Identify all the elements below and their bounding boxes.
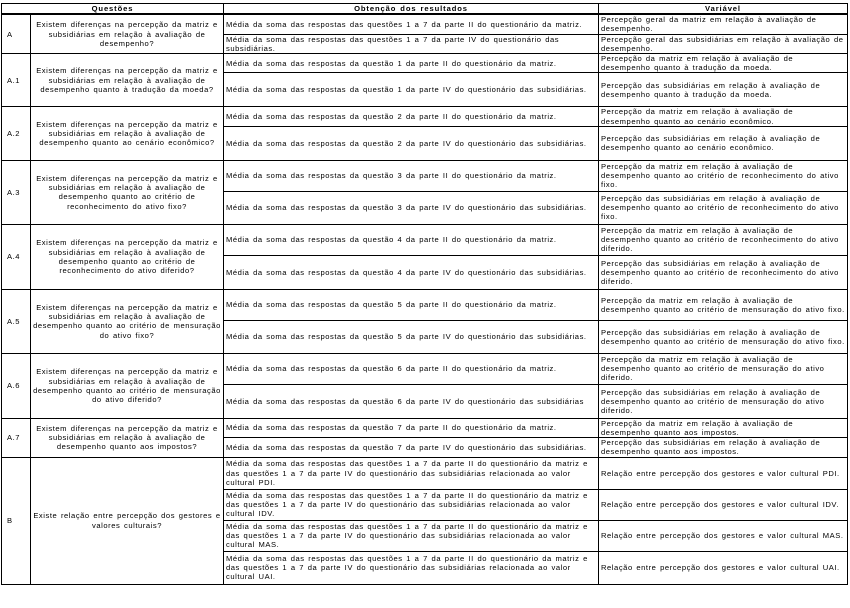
variavel-cell: Relação entre percepção dos gestores e valor cultural UAI. bbox=[599, 551, 848, 584]
variavel-cell: Percepção das subsidiárias em relação à avaliação de desempenho quanto ao critério de mensuração do ativo diferido. bbox=[599, 384, 848, 418]
variavel-cell: Relação entre percepção dos gestores e valor cultural IDV. bbox=[599, 489, 848, 520]
obtencao-cell: Média da soma das respostas da questão 6 da parte IV do questionário das subsidiárias bbox=[224, 384, 599, 418]
table-header-row bbox=[2, 4, 848, 15]
table-row bbox=[2, 353, 848, 384]
obtencao-cell: Média da soma das respostas da questão 4 da parte II do questionário da matriz. bbox=[224, 224, 599, 255]
question-text: Existem diferenças na percepção da matriz e subsidiárias em relação à avaliação de desempenho quanto ao cenário econômico? bbox=[31, 107, 224, 160]
header-questoes: Questões bbox=[2, 4, 224, 15]
question-text: Existem diferenças na percepção da matriz e subsidiárias em relação à avaliação de desempenho? bbox=[31, 14, 224, 53]
variavel-cell: Percepção das subsidiárias em relação à avaliação de desempenho quanto ao critério de mensuração do ativo fixo. bbox=[599, 320, 848, 353]
variavel-cell: Percepção da matriz em relação à avaliação de desempenho quanto ao critério de reconhecimento do ativo fixo. bbox=[599, 160, 848, 191]
obtencao-cell: Média da soma das respostas da questão 1 da parte II do questionário da matriz. bbox=[224, 54, 599, 73]
variavel-cell: Percepção da matriz em relação à avaliação de desempenho quanto ao critério de reconhecimento do ativo diferido. bbox=[599, 224, 848, 255]
obtencao-cell: Média da soma das respostas das questões 1 a 7 da parte II do questionário da matriz e das questões 1 a 7 da parte IV do questionário das subsidiárias relacionada ao valor cultural PDI. bbox=[224, 457, 599, 489]
header-variavel: Variável bbox=[599, 4, 848, 15]
question-id: A.6 bbox=[2, 353, 31, 418]
table-row bbox=[2, 160, 848, 191]
table-row bbox=[2, 457, 848, 489]
variavel-cell: Percepção das subsidiárias em relação à avaliação de desempenho quanto ao cenário econômico. bbox=[599, 126, 848, 160]
question-text: Existem diferenças na percepção da matriz e subsidiárias em relação à avaliação de desempenho quanto ao critério de reconhecimento do ativo diferido? bbox=[31, 224, 224, 289]
obtencao-cell: Média da soma das respostas da questão 4 da parte IV do questionário das subsidiárias. bbox=[224, 255, 599, 289]
variavel-cell: Percepção da matriz em relação à avaliação de desempenho quanto ao critério de mensuração do ativo diferido. bbox=[599, 353, 848, 384]
obtencao-cell: Média da soma das respostas da questão 6 da parte II do questionário da matriz. bbox=[224, 353, 599, 384]
obtencao-cell: Média da soma das respostas das questões 1 a 7 da parte II do questionário da matriz e das questões 1 a 7 da parte IV do questionário das subsidiárias relacionada ao valor cultural IDV. bbox=[224, 489, 599, 520]
variavel-cell: Percepção das subsidiárias em relação à avaliação de desempenho quanto à tradução da moeda. bbox=[599, 73, 848, 107]
obtencao-cell: Média da soma das respostas da questão 2 da parte IV do questionário das subsidiárias. bbox=[224, 126, 599, 160]
question-id: B bbox=[2, 457, 31, 584]
table-row bbox=[2, 224, 848, 255]
variavel-cell: Percepção da matriz em relação à avaliação de desempenho quanto ao critério de mensuração do ativo fixo. bbox=[599, 289, 848, 320]
question-id: A.7 bbox=[2, 418, 31, 457]
table-row bbox=[2, 14, 848, 34]
question-id: A bbox=[2, 14, 31, 53]
obtencao-cell: Média da soma das respostas da questão 5 da parte II do questionário da matriz. bbox=[224, 289, 599, 320]
question-id: A.5 bbox=[2, 289, 31, 353]
question-id: A.2 bbox=[2, 107, 31, 160]
obtencao-cell: Média da soma das respostas da questão 3 da parte IV do questionário das subsidiárias. bbox=[224, 191, 599, 224]
table-row bbox=[2, 54, 848, 73]
table-body bbox=[2, 14, 848, 584]
results-table bbox=[1, 3, 848, 585]
variavel-cell: Percepção das subsidiárias em relação à avaliação de desempenho quanto aos impostos. bbox=[599, 438, 848, 457]
obtencao-cell: Média da soma das respostas das questões 1 a 7 da parte II do questionário da matriz e das questões 1 a 7 da parte IV do questionário das subsidiárias relacionada ao valor cultural MAS. bbox=[224, 520, 599, 551]
variavel-cell: Relação entre percepção dos gestores e valor cultural PDI. bbox=[599, 457, 848, 489]
obtencao-cell: Média da soma das respostas das questões 1 a 7 da parte II do questionário da matriz. bbox=[224, 14, 599, 34]
table-row bbox=[2, 289, 848, 320]
question-text: Existem diferenças na percepção da matriz e subsidiárias em relação à avaliação de desempenho quanto ao critério de mensuração do ativo diferido? bbox=[31, 353, 224, 418]
obtencao-cell: Média da soma das respostas da questão 5 da parte IV do questionário das subsidiárias. bbox=[224, 320, 599, 353]
obtencao-cell: Média da soma das respostas da questão 7 da parte II do questionário da matriz. bbox=[224, 418, 599, 437]
obtencao-cell: Média da soma das respostas da questão 7 da parte IV do questionário das subsidiárias. bbox=[224, 438, 599, 457]
question-id: A.3 bbox=[2, 160, 31, 224]
obtencao-cell: Média da soma das respostas da questão 1 da parte IV do questionário das subsidiárias. bbox=[224, 73, 599, 107]
variavel-cell: Percepção das subsidiárias em relação à avaliação de desempenho quanto ao critério de reconhecimento do ativo fixo. bbox=[599, 191, 848, 224]
question-id: A.4 bbox=[2, 224, 31, 289]
question-id: A.1 bbox=[2, 54, 31, 107]
question-text: Existem diferenças na percepção da matriz e subsidiárias em relação à avaliação de desempenho quanto aos impostos? bbox=[31, 418, 224, 457]
table-row bbox=[2, 107, 848, 126]
table-row bbox=[2, 418, 848, 437]
variavel-cell: Percepção da matriz em relação à avaliação de desempenho quanto aos impostos. bbox=[599, 418, 848, 437]
variavel-cell: Percepção das subsidiárias em relação à avaliação de desempenho quanto ao critério de reconhecimento do ativo diferido. bbox=[599, 255, 848, 289]
obtencao-cell: Média da soma das respostas da questão 2 da parte II do questionário da matriz. bbox=[224, 107, 599, 126]
variavel-cell: Percepção geral da matriz em relação à avaliação de desempenho. bbox=[599, 14, 848, 34]
question-text: Existem diferenças na percepção da matriz e subsidiárias em relação à avaliação de desempenho quanto ao critério de reconhecimento do ativo fixo? bbox=[31, 160, 224, 224]
obtencao-cell: Média da soma das respostas das questões 1 a 7 da parte II do questionário da matriz e das questões 1 a 7 da parte IV do questionário das subsidiárias relacionada ao valor cultural UAI. bbox=[224, 551, 599, 584]
header-obtencao: Obtenção dos resultados bbox=[224, 4, 599, 15]
variavel-cell: Percepção da matriz em relação à avaliação de desempenho quanto à tradução da moeda. bbox=[599, 54, 848, 73]
question-text: Existem diferenças na percepção da matriz e subsidiárias em relação à avaliação de desempenho quanto ao critério de mensuração do ativo fixo? bbox=[31, 289, 224, 353]
variavel-cell: Percepção geral das subsidiárias em relação à avaliação de desempenho. bbox=[599, 34, 848, 53]
variavel-cell: Relação entre percepção dos gestores e valor cultural MAS. bbox=[599, 520, 848, 551]
question-text: Existem diferenças na percepção da matriz e subsidiárias em relação à avaliação de desempenho quanto à tradução da moeda? bbox=[31, 54, 224, 107]
obtencao-cell: Média da soma das respostas da questão 3 da parte II do questionário da matriz. bbox=[224, 160, 599, 191]
question-text: Existe relação entre percepção dos gestores e valores culturais? bbox=[31, 457, 224, 584]
obtencao-cell: Média da soma das respostas das questões 1 a 7 da parte IV do questionário das subsidiárias. bbox=[224, 34, 599, 53]
variavel-cell: Percepção da matriz em relação à avaliação de desempenho quanto ao cenário econômico. bbox=[599, 107, 848, 126]
